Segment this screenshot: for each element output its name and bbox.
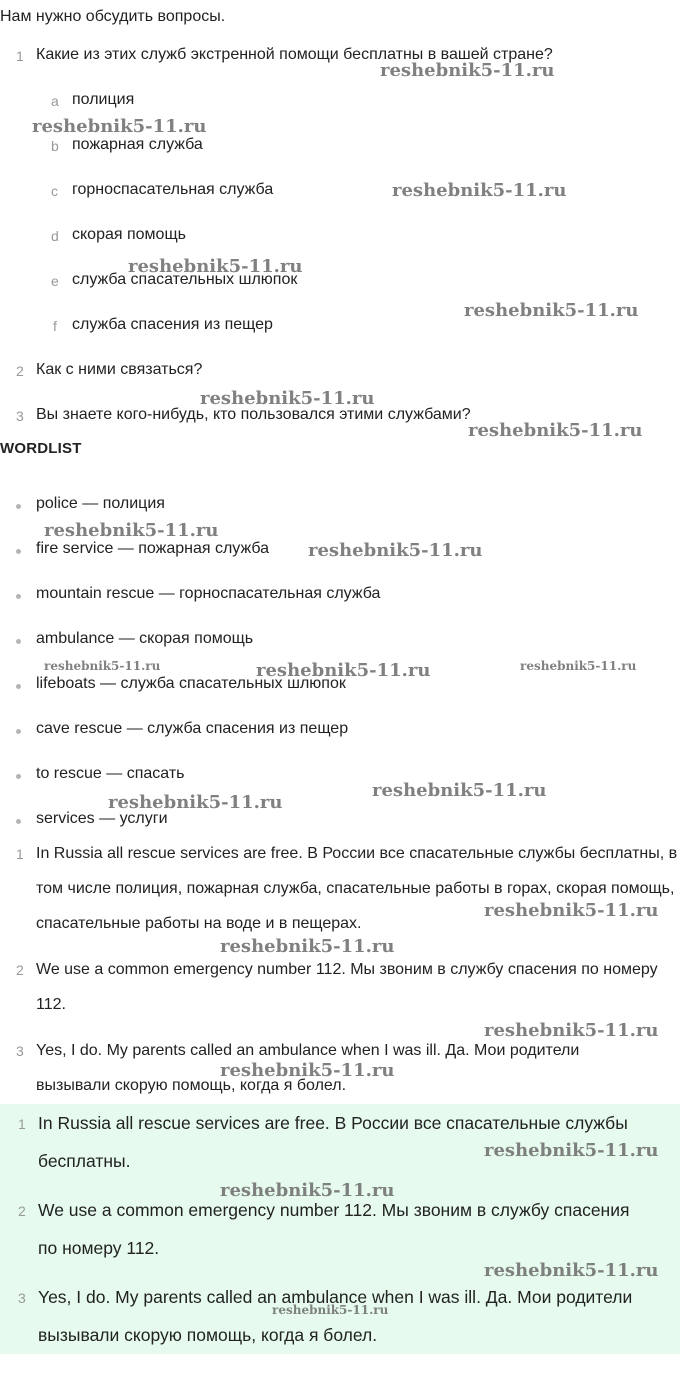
watermark: reshebnik5-11.ru bbox=[256, 660, 431, 681]
answer-number: 3 bbox=[16, 1043, 24, 1059]
option-letter: f bbox=[53, 318, 57, 334]
option-text: горноспасательная служба bbox=[72, 181, 274, 198]
question-1 bbox=[0, 46, 680, 68]
answer-1 bbox=[0, 836, 680, 941]
watermark: reshebnik5-11.ru bbox=[220, 1180, 395, 1201]
bullet-icon bbox=[16, 594, 21, 599]
option-letter: e bbox=[51, 273, 59, 289]
option-letter: a bbox=[51, 93, 59, 109]
bullet-icon bbox=[16, 549, 21, 554]
wordlist-text: police — полиция bbox=[36, 495, 165, 512]
wordlist-text: fire service — пожарная служба bbox=[36, 540, 270, 557]
question-text: Вы знаете кого-нибудь, кто пользовался этими службами? bbox=[36, 406, 471, 423]
watermark: reshebnik5-11.ru bbox=[484, 1260, 659, 1281]
answer-highlight-3 bbox=[0, 1278, 680, 1358]
question-number: 3 bbox=[16, 408, 24, 424]
option-letter: d bbox=[51, 228, 59, 244]
watermark: reshebnik5-11.ru bbox=[380, 60, 555, 81]
answer-number: 3 bbox=[18, 1290, 26, 1306]
watermark: reshebnik5-11.ru bbox=[220, 1060, 395, 1081]
option-text: скорая помощь bbox=[72, 226, 186, 243]
watermark: reshebnik5-11.ru bbox=[484, 1140, 659, 1161]
option-text: служба спасения из пещер bbox=[72, 316, 273, 333]
wordlist-text: services — услуги bbox=[36, 810, 168, 827]
answer-text: Yes, I do. My parents called an ambulance when I was ill. Да. Мои родители вызывали скорую помощь, когда я болел. bbox=[36, 1042, 580, 1094]
watermark: reshebnik5-11.ru bbox=[32, 116, 207, 137]
wordlist-item bbox=[0, 765, 680, 787]
watermark: reshebnik5-11.ru bbox=[108, 792, 283, 813]
option-text: служба спасательных шлюпок bbox=[72, 271, 298, 288]
watermark: reshebnik5-11.ru bbox=[464, 300, 639, 321]
watermark: reshebnik5-11.ru bbox=[200, 388, 375, 409]
wordlist-item bbox=[0, 495, 680, 517]
answer-text: We use a common emergency number 112. Мы звоним в службу спасения по номеру 112. bbox=[38, 1200, 630, 1258]
intro-text: Нам нужно обсудить вопросы. bbox=[0, 8, 226, 25]
watermark: reshebnik5-11.ru bbox=[272, 1303, 389, 1317]
option-text: пожарная служба bbox=[72, 136, 203, 153]
watermark: reshebnik5-11.ru bbox=[484, 900, 659, 921]
wordlist-text: to rescue — спасать bbox=[36, 765, 185, 782]
option-d bbox=[0, 226, 680, 248]
bullet-icon bbox=[16, 639, 21, 644]
answer-number: 1 bbox=[18, 1116, 26, 1132]
wordlist-item bbox=[0, 585, 680, 607]
answer-highlight-2 bbox=[0, 1191, 680, 1271]
question-text: Какие из этих служб экстренной помощи бесплатны в вашей стране? bbox=[36, 46, 553, 63]
answer-text: In Russia all rescue services are free. В России все спасательные службы бесплатны. bbox=[38, 1113, 628, 1171]
watermark: reshebnik5-11.ru bbox=[520, 659, 637, 673]
option-c bbox=[0, 181, 680, 203]
wordlist-heading: WORDLIST bbox=[0, 440, 82, 457]
question-text: Как с ними связаться? bbox=[36, 361, 203, 378]
watermark: reshebnik5-11.ru bbox=[484, 1020, 659, 1041]
answer-number: 2 bbox=[16, 962, 24, 978]
option-letter: c bbox=[51, 183, 58, 199]
watermark: reshebnik5-11.ru bbox=[220, 936, 395, 957]
watermark: reshebnik5-11.ru bbox=[128, 256, 303, 277]
question-number: 1 bbox=[16, 48, 24, 64]
option-b bbox=[0, 136, 680, 158]
answer-number: 2 bbox=[18, 1203, 26, 1219]
option-text: полиция bbox=[72, 91, 135, 108]
watermark: reshebnik5-11.ru bbox=[468, 420, 643, 441]
question-number: 2 bbox=[16, 363, 24, 379]
bullet-icon bbox=[16, 684, 21, 689]
watermark: reshebnik5-11.ru bbox=[372, 780, 547, 801]
watermark: reshebnik5-11.ru bbox=[44, 659, 161, 673]
option-e bbox=[0, 271, 680, 293]
wordlist-item bbox=[0, 720, 680, 742]
answer-text: We use a common emergency number 112. Мы звоним в службу спасения по номеру 112. bbox=[36, 961, 658, 1013]
option-a bbox=[0, 91, 680, 113]
wordlist-text: lifeboats — служба спасательных шлюпок bbox=[36, 675, 346, 692]
question-2 bbox=[0, 361, 680, 383]
answer-text: In Russia all rescue services are free. В России все спасательные службы бесплатны, в том числе полиция, пожарная служба, спасательные работы в горах, скорая помощь, спасательные работы на воде и в пещерах. bbox=[36, 845, 678, 932]
answer-2 bbox=[0, 952, 680, 1022]
wordlist-item bbox=[0, 810, 680, 832]
watermark: reshebnik5-11.ru bbox=[392, 180, 567, 201]
answer-text: Yes, I do. My parents called an ambulance when I was ill. Да. Мои родители вызывали скорую помощь, когда я болел. bbox=[38, 1287, 633, 1345]
bullet-icon bbox=[16, 774, 21, 779]
bullet-icon bbox=[16, 819, 21, 824]
wordlist-text: ambulance — скорая помощь bbox=[36, 630, 254, 647]
wordlist-item bbox=[0, 630, 680, 652]
bullet-icon bbox=[16, 504, 21, 509]
answer-number: 1 bbox=[16, 846, 24, 862]
option-letter: b bbox=[51, 138, 59, 154]
bullet-icon bbox=[16, 729, 21, 734]
watermark: reshebnik5-11.ru bbox=[308, 540, 483, 561]
watermark: reshebnik5-11.ru bbox=[44, 520, 219, 541]
wordlist-text: cave rescue — служба спасения из пещер bbox=[36, 720, 349, 737]
wordlist-text: mountain rescue — горноспасательная служба bbox=[36, 585, 381, 602]
